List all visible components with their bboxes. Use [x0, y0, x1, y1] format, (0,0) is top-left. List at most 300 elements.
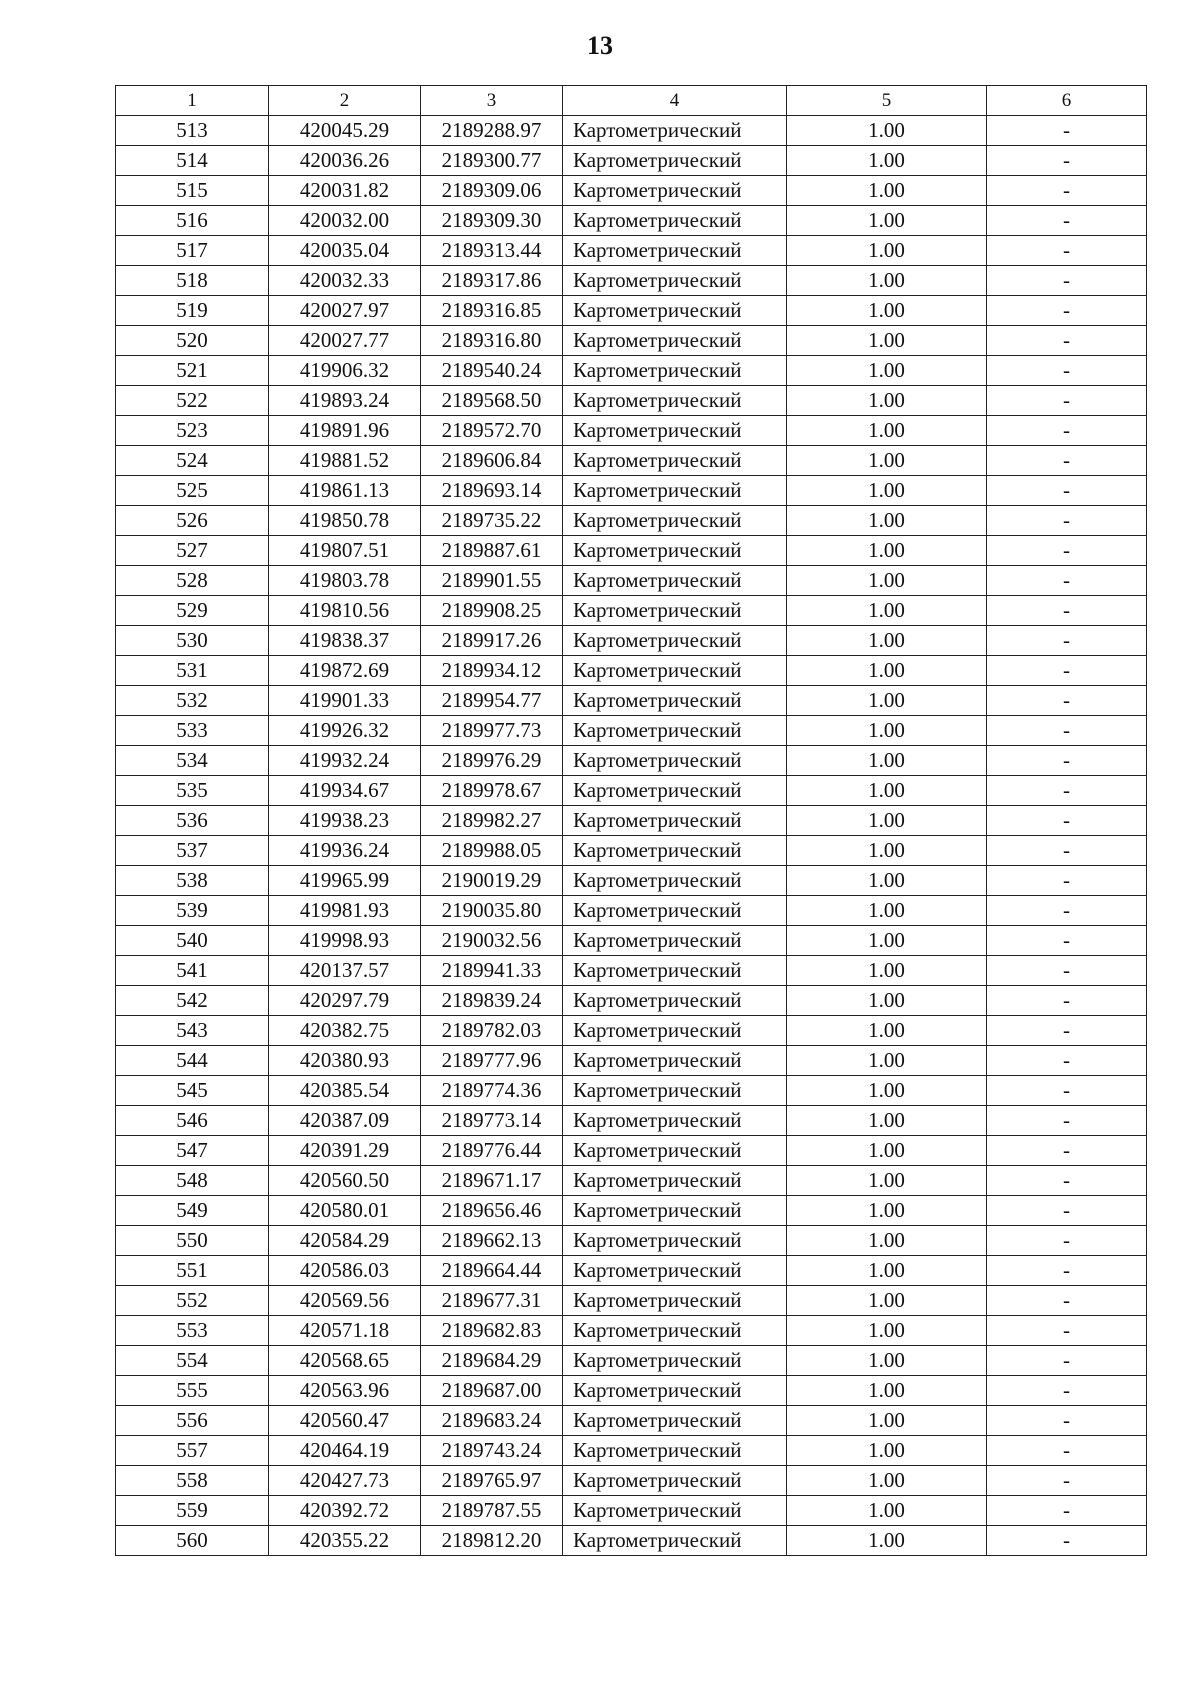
- point-number-cell: 547: [116, 1136, 269, 1166]
- coordinate-x-cell: 420297.79: [269, 986, 421, 1016]
- method-cell: Картометрический: [563, 1496, 787, 1526]
- coordinate-x-cell: 420568.65: [269, 1346, 421, 1376]
- note-cell: -: [987, 1166, 1147, 1196]
- method-cell: Картометрический: [563, 1256, 787, 1286]
- coordinate-x-cell: 420427.73: [269, 1466, 421, 1496]
- point-number-cell: 520: [116, 326, 269, 356]
- table-row: [116, 236, 1147, 266]
- accuracy-cell: 1.00: [787, 806, 987, 836]
- note-cell: -: [987, 866, 1147, 896]
- coordinate-y-cell: 2189677.31: [421, 1286, 563, 1316]
- note-cell: -: [987, 506, 1147, 536]
- point-number-cell: 543: [116, 1016, 269, 1046]
- accuracy-cell: 1.00: [787, 1496, 987, 1526]
- coordinate-x-cell: 420584.29: [269, 1226, 421, 1256]
- point-number-cell: 533: [116, 716, 269, 746]
- table-row: [116, 626, 1147, 656]
- point-number-cell: 545: [116, 1076, 269, 1106]
- note-cell: -: [987, 266, 1147, 296]
- table-row: [116, 206, 1147, 236]
- coordinate-y-cell: 2189812.20: [421, 1526, 563, 1556]
- point-number-cell: 540: [116, 926, 269, 956]
- accuracy-cell: 1.00: [787, 716, 987, 746]
- coordinate-y-cell: 2189774.36: [421, 1076, 563, 1106]
- coordinate-y-cell: 2189671.17: [421, 1166, 563, 1196]
- accuracy-cell: 1.00: [787, 776, 987, 806]
- accuracy-cell: 1.00: [787, 1166, 987, 1196]
- coordinate-x-cell: 420392.72: [269, 1496, 421, 1526]
- coordinate-y-cell: 2189735.22: [421, 506, 563, 536]
- accuracy-cell: 1.00: [787, 296, 987, 326]
- accuracy-cell: 1.00: [787, 956, 987, 986]
- method-cell: Картометрический: [563, 1046, 787, 1076]
- accuracy-cell: 1.00: [787, 1406, 987, 1436]
- coordinate-x-cell: 420382.75: [269, 1016, 421, 1046]
- table-row: [116, 1046, 1147, 1076]
- method-cell: Картометрический: [563, 1406, 787, 1436]
- point-number-cell: 542: [116, 986, 269, 1016]
- table-row: [116, 956, 1147, 986]
- table-row: [116, 356, 1147, 386]
- coordinate-x-cell: 420391.29: [269, 1136, 421, 1166]
- coordinate-x-cell: 420380.93: [269, 1046, 421, 1076]
- accuracy-cell: 1.00: [787, 236, 987, 266]
- method-cell: Картометрический: [563, 566, 787, 596]
- note-cell: -: [987, 1406, 1147, 1436]
- note-cell: -: [987, 1046, 1147, 1076]
- column-header-3: 3: [421, 86, 563, 116]
- method-cell: Картометрический: [563, 1286, 787, 1316]
- table-row: [116, 686, 1147, 716]
- table-row: [116, 296, 1147, 326]
- point-number-cell: 558: [116, 1466, 269, 1496]
- table-row: [116, 176, 1147, 206]
- coordinate-y-cell: 2189954.77: [421, 686, 563, 716]
- method-cell: Картометрический: [563, 1136, 787, 1166]
- coordinate-x-cell: 419872.69: [269, 656, 421, 686]
- table-row: [116, 266, 1147, 296]
- point-number-cell: 552: [116, 1286, 269, 1316]
- accuracy-cell: 1.00: [787, 626, 987, 656]
- point-number-cell: 557: [116, 1436, 269, 1466]
- method-cell: Картометрический: [563, 776, 787, 806]
- point-number-cell: 527: [116, 536, 269, 566]
- method-cell: Картометрический: [563, 506, 787, 536]
- note-cell: -: [987, 1256, 1147, 1286]
- coordinate-y-cell: 2189976.29: [421, 746, 563, 776]
- accuracy-cell: 1.00: [787, 476, 987, 506]
- point-number-cell: 521: [116, 356, 269, 386]
- note-cell: -: [987, 1496, 1147, 1526]
- accuracy-cell: 1.00: [787, 566, 987, 596]
- accuracy-cell: 1.00: [787, 1526, 987, 1556]
- coordinate-x-cell: 420385.54: [269, 1076, 421, 1106]
- method-cell: Картометрический: [563, 206, 787, 236]
- table-row: [116, 986, 1147, 1016]
- coordinate-x-cell: 419901.33: [269, 686, 421, 716]
- method-cell: Картометрический: [563, 956, 787, 986]
- note-cell: -: [987, 1196, 1147, 1226]
- table-row: [116, 1496, 1147, 1526]
- coordinate-x-cell: 419938.23: [269, 806, 421, 836]
- note-cell: -: [987, 1226, 1147, 1256]
- method-cell: Картометрический: [563, 176, 787, 206]
- accuracy-cell: 1.00: [787, 386, 987, 416]
- note-cell: -: [987, 686, 1147, 716]
- point-number-cell: 525: [116, 476, 269, 506]
- accuracy-cell: 1.00: [787, 206, 987, 236]
- coordinate-x-cell: 419861.13: [269, 476, 421, 506]
- method-cell: Картометрический: [563, 596, 787, 626]
- point-number-cell: 549: [116, 1196, 269, 1226]
- coordinate-x-cell: 419893.24: [269, 386, 421, 416]
- table-row: [116, 446, 1147, 476]
- method-cell: Картометрический: [563, 1316, 787, 1346]
- accuracy-cell: 1.00: [787, 926, 987, 956]
- point-number-cell: 518: [116, 266, 269, 296]
- table-row: [116, 1196, 1147, 1226]
- point-number-cell: 544: [116, 1046, 269, 1076]
- coordinate-y-cell: 2189662.13: [421, 1226, 563, 1256]
- coordinate-y-cell: 2189988.05: [421, 836, 563, 866]
- method-cell: Картометрический: [563, 1076, 787, 1106]
- method-cell: Картометрический: [563, 866, 787, 896]
- coordinate-x-cell: 419981.93: [269, 896, 421, 926]
- note-cell: -: [987, 176, 1147, 206]
- coordinate-x-cell: 419934.67: [269, 776, 421, 806]
- point-number-cell: 559: [116, 1496, 269, 1526]
- table-row: [116, 1136, 1147, 1166]
- coordinate-x-cell: 420563.96: [269, 1376, 421, 1406]
- table-row: [116, 1166, 1147, 1196]
- coordinate-x-cell: 420137.57: [269, 956, 421, 986]
- table-row: [116, 1256, 1147, 1286]
- note-cell: -: [987, 1016, 1147, 1046]
- accuracy-cell: 1.00: [787, 1076, 987, 1106]
- coordinate-y-cell: 2189887.61: [421, 536, 563, 566]
- note-cell: -: [987, 656, 1147, 686]
- coordinate-y-cell: 2189606.84: [421, 446, 563, 476]
- coordinate-y-cell: 2189977.73: [421, 716, 563, 746]
- note-cell: -: [987, 926, 1147, 956]
- point-number-cell: 539: [116, 896, 269, 926]
- note-cell: -: [987, 116, 1147, 146]
- point-number-cell: 548: [116, 1166, 269, 1196]
- point-number-cell: 554: [116, 1346, 269, 1376]
- note-cell: -: [987, 356, 1147, 386]
- point-number-cell: 535: [116, 776, 269, 806]
- coordinate-y-cell: 2189978.67: [421, 776, 563, 806]
- accuracy-cell: 1.00: [787, 356, 987, 386]
- note-cell: -: [987, 236, 1147, 266]
- method-cell: Картометрический: [563, 536, 787, 566]
- accuracy-cell: 1.00: [787, 1466, 987, 1496]
- method-cell: Картометрический: [563, 746, 787, 776]
- table-row: [116, 1316, 1147, 1346]
- note-cell: -: [987, 1136, 1147, 1166]
- column-header-5: 5: [787, 86, 987, 116]
- column-header-2: 2: [269, 86, 421, 116]
- method-cell: Картометрический: [563, 896, 787, 926]
- accuracy-cell: 1.00: [787, 896, 987, 926]
- note-cell: -: [987, 956, 1147, 986]
- point-number-cell: 538: [116, 866, 269, 896]
- coordinate-x-cell: 420569.56: [269, 1286, 421, 1316]
- table-row: [116, 386, 1147, 416]
- note-cell: -: [987, 1316, 1147, 1346]
- method-cell: Картометрический: [563, 656, 787, 686]
- point-number-cell: 541: [116, 956, 269, 986]
- coordinate-x-cell: 420031.82: [269, 176, 421, 206]
- coordinate-y-cell: 2189917.26: [421, 626, 563, 656]
- accuracy-cell: 1.00: [787, 116, 987, 146]
- coordinate-x-cell: 419891.96: [269, 416, 421, 446]
- point-number-cell: 523: [116, 416, 269, 446]
- point-number-cell: 550: [116, 1226, 269, 1256]
- coordinate-y-cell: 2189288.97: [421, 116, 563, 146]
- coordinate-y-cell: 2189316.85: [421, 296, 563, 326]
- coordinate-x-cell: 419850.78: [269, 506, 421, 536]
- accuracy-cell: 1.00: [787, 986, 987, 1016]
- method-cell: Картометрический: [563, 1466, 787, 1496]
- accuracy-cell: 1.00: [787, 1376, 987, 1406]
- coordinate-y-cell: 2189684.29: [421, 1346, 563, 1376]
- coordinate-y-cell: 2189687.00: [421, 1376, 563, 1406]
- note-cell: -: [987, 1076, 1147, 1106]
- method-cell: Картометрический: [563, 1376, 787, 1406]
- coordinate-y-cell: 2189309.30: [421, 206, 563, 236]
- coordinate-y-cell: 2189313.44: [421, 236, 563, 266]
- table-row: [116, 146, 1147, 176]
- accuracy-cell: 1.00: [787, 416, 987, 446]
- table-row: [116, 806, 1147, 836]
- accuracy-cell: 1.00: [787, 686, 987, 716]
- method-cell: Картометрический: [563, 986, 787, 1016]
- coordinate-y-cell: 2189782.03: [421, 1016, 563, 1046]
- table-row: [116, 836, 1147, 866]
- coordinate-x-cell: 419810.56: [269, 596, 421, 626]
- coordinate-x-cell: 419807.51: [269, 536, 421, 566]
- table-row: [116, 656, 1147, 686]
- coordinate-y-cell: 2189934.12: [421, 656, 563, 686]
- coordinate-y-cell: 2189908.25: [421, 596, 563, 626]
- table-row: [116, 866, 1147, 896]
- method-cell: Картометрический: [563, 1526, 787, 1556]
- coordinate-y-cell: 2189901.55: [421, 566, 563, 596]
- method-cell: Картометрический: [563, 626, 787, 656]
- coordinate-x-cell: 420571.18: [269, 1316, 421, 1346]
- accuracy-cell: 1.00: [787, 1016, 987, 1046]
- method-cell: Картометрический: [563, 266, 787, 296]
- note-cell: -: [987, 896, 1147, 926]
- column-header-1: 1: [116, 86, 269, 116]
- accuracy-cell: 1.00: [787, 656, 987, 686]
- method-cell: Картометрический: [563, 296, 787, 326]
- coordinate-y-cell: 2189839.24: [421, 986, 563, 1016]
- coordinate-x-cell: 419881.52: [269, 446, 421, 476]
- coordinate-x-cell: 419906.32: [269, 356, 421, 386]
- note-cell: -: [987, 836, 1147, 866]
- point-number-cell: 551: [116, 1256, 269, 1286]
- coordinate-y-cell: 2189682.83: [421, 1316, 563, 1346]
- point-number-cell: 537: [116, 836, 269, 866]
- coordinate-x-cell: 420387.09: [269, 1106, 421, 1136]
- coordinate-x-cell: 419838.37: [269, 626, 421, 656]
- coordinate-y-cell: 2190032.56: [421, 926, 563, 956]
- accuracy-cell: 1.00: [787, 266, 987, 296]
- accuracy-cell: 1.00: [787, 1316, 987, 1346]
- table-row: [116, 716, 1147, 746]
- method-cell: Картометрический: [563, 716, 787, 746]
- column-header-6: 6: [987, 86, 1147, 116]
- coordinates-table: [115, 85, 1147, 1556]
- point-number-cell: 531: [116, 656, 269, 686]
- point-number-cell: 555: [116, 1376, 269, 1406]
- note-cell: -: [987, 146, 1147, 176]
- coordinate-y-cell: 2189693.14: [421, 476, 563, 506]
- table-row: [116, 1466, 1147, 1496]
- note-cell: -: [987, 746, 1147, 776]
- method-cell: Картометрический: [563, 356, 787, 386]
- method-cell: Картометрический: [563, 1196, 787, 1226]
- point-number-cell: 524: [116, 446, 269, 476]
- coordinate-x-cell: 420036.26: [269, 146, 421, 176]
- coordinate-x-cell: 419965.99: [269, 866, 421, 896]
- point-number-cell: 528: [116, 566, 269, 596]
- table-row: [116, 1376, 1147, 1406]
- table-row: [116, 1226, 1147, 1256]
- note-cell: -: [987, 716, 1147, 746]
- table-row: [116, 1076, 1147, 1106]
- method-cell: Картометрический: [563, 326, 787, 356]
- point-number-cell: 517: [116, 236, 269, 266]
- table-row: [116, 326, 1147, 356]
- table-row: [116, 926, 1147, 956]
- method-cell: Картометрический: [563, 386, 787, 416]
- coordinate-x-cell: 419926.32: [269, 716, 421, 746]
- method-cell: Картометрический: [563, 926, 787, 956]
- coordinate-y-cell: 2189317.86: [421, 266, 563, 296]
- coordinate-y-cell: 2189743.24: [421, 1436, 563, 1466]
- note-cell: -: [987, 1466, 1147, 1496]
- method-cell: Картометрический: [563, 1016, 787, 1046]
- table-row: [116, 776, 1147, 806]
- table-row: [116, 896, 1147, 926]
- coordinate-y-cell: 2189787.55: [421, 1496, 563, 1526]
- coordinate-y-cell: 2189656.46: [421, 1196, 563, 1226]
- table-row: [116, 566, 1147, 596]
- note-cell: -: [987, 1346, 1147, 1376]
- coordinate-x-cell: 420045.29: [269, 116, 421, 146]
- accuracy-cell: 1.00: [787, 1286, 987, 1316]
- note-cell: -: [987, 1376, 1147, 1406]
- table-row: [116, 746, 1147, 776]
- accuracy-cell: 1.00: [787, 746, 987, 776]
- note-cell: -: [987, 386, 1147, 416]
- coordinate-y-cell: 2189309.06: [421, 176, 563, 206]
- note-cell: -: [987, 416, 1147, 446]
- coordinate-x-cell: 420560.50: [269, 1166, 421, 1196]
- coordinate-y-cell: 2189572.70: [421, 416, 563, 446]
- point-number-cell: 560: [116, 1526, 269, 1556]
- coordinate-y-cell: 2190019.29: [421, 866, 563, 896]
- accuracy-cell: 1.00: [787, 1196, 987, 1226]
- method-cell: Картометрический: [563, 146, 787, 176]
- coordinate-y-cell: 2189568.50: [421, 386, 563, 416]
- coordinate-y-cell: 2189683.24: [421, 1406, 563, 1436]
- table-row: [116, 1436, 1147, 1466]
- page-number: 13: [587, 31, 613, 60]
- accuracy-cell: 1.00: [787, 506, 987, 536]
- accuracy-cell: 1.00: [787, 866, 987, 896]
- method-cell: Картометрический: [563, 1226, 787, 1256]
- coordinate-x-cell: 419932.24: [269, 746, 421, 776]
- method-cell: Картометрический: [563, 1346, 787, 1376]
- table-row: [116, 1106, 1147, 1136]
- accuracy-cell: 1.00: [787, 596, 987, 626]
- point-number-cell: 516: [116, 206, 269, 236]
- point-number-cell: 513: [116, 116, 269, 146]
- point-number-cell: 536: [116, 806, 269, 836]
- method-cell: Картометрический: [563, 236, 787, 266]
- accuracy-cell: 1.00: [787, 1136, 987, 1166]
- method-cell: Картометрический: [563, 446, 787, 476]
- method-cell: Картометрический: [563, 686, 787, 716]
- point-number-cell: 519: [116, 296, 269, 326]
- note-cell: -: [987, 596, 1147, 626]
- table-row: [116, 536, 1147, 566]
- coordinate-y-cell: 2189765.97: [421, 1466, 563, 1496]
- note-cell: -: [987, 536, 1147, 566]
- note-cell: -: [987, 626, 1147, 656]
- coordinate-y-cell: 2189664.44: [421, 1256, 563, 1286]
- coordinate-x-cell: 420586.03: [269, 1256, 421, 1286]
- point-number-cell: 553: [116, 1316, 269, 1346]
- table-row: [116, 1016, 1147, 1046]
- table-row: [116, 506, 1147, 536]
- method-cell: Картометрический: [563, 476, 787, 506]
- coordinate-x-cell: 420355.22: [269, 1526, 421, 1556]
- method-cell: Картометрический: [563, 1436, 787, 1466]
- accuracy-cell: 1.00: [787, 1346, 987, 1376]
- coordinate-y-cell: 2189941.33: [421, 956, 563, 986]
- coordinate-x-cell: 420032.33: [269, 266, 421, 296]
- coordinate-x-cell: 419936.24: [269, 836, 421, 866]
- accuracy-cell: 1.00: [787, 146, 987, 176]
- method-cell: Картометрический: [563, 116, 787, 146]
- coordinate-x-cell: 420027.77: [269, 326, 421, 356]
- note-cell: -: [987, 446, 1147, 476]
- accuracy-cell: 1.00: [787, 836, 987, 866]
- note-cell: -: [987, 566, 1147, 596]
- point-number-cell: 526: [116, 506, 269, 536]
- accuracy-cell: 1.00: [787, 536, 987, 566]
- coordinate-y-cell: 2190035.80: [421, 896, 563, 926]
- table-row: [116, 476, 1147, 506]
- note-cell: -: [987, 326, 1147, 356]
- coordinate-x-cell: 420035.04: [269, 236, 421, 266]
- table-row: [116, 1406, 1147, 1436]
- accuracy-cell: 1.00: [787, 326, 987, 356]
- method-cell: Картометрический: [563, 806, 787, 836]
- coordinate-x-cell: 419803.78: [269, 566, 421, 596]
- point-number-cell: 515: [116, 176, 269, 206]
- method-cell: Картометрический: [563, 416, 787, 446]
- table-row: [116, 1286, 1147, 1316]
- note-cell: -: [987, 296, 1147, 326]
- note-cell: -: [987, 806, 1147, 836]
- point-number-cell: 556: [116, 1406, 269, 1436]
